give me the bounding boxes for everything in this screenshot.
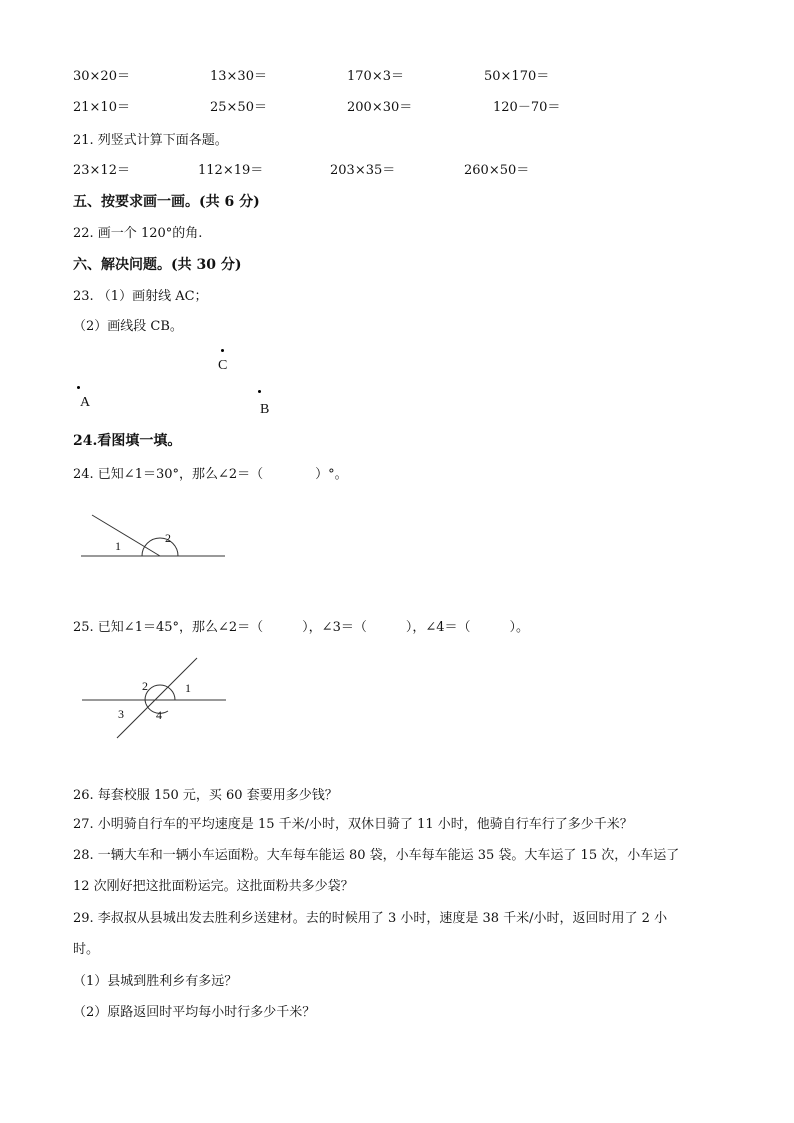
q24-angle-1-label: 1 [115, 539, 121, 553]
q21-item-4: 260×50＝ [464, 163, 530, 178]
q25-angle-1-label: 1 [185, 681, 191, 695]
point-a-label: A [80, 395, 91, 410]
section-6-heading: 六、解决问题。(共 30 分) [73, 257, 242, 273]
q27-text: 27. 小明骑自行车的平均速度是 15 千米/小时，双休日骑了 11 小时，他骑自行车行了多少千米？ [73, 817, 633, 832]
point-b-label: B [260, 402, 270, 417]
arith-2-4: 120－70＝ [493, 100, 561, 115]
arith-1-1: 30×20＝ [73, 69, 130, 84]
q21-item-3: 203×35＝ [330, 163, 396, 178]
arith-1-4: 50×170＝ [484, 69, 550, 84]
q25-angle-3-label: 3 [118, 707, 124, 721]
arith-2-2: 25×50＝ [210, 100, 267, 115]
q21-label: 21. 列竖式计算下面各题。 [73, 133, 228, 148]
arith-2-3: 200×30＝ [347, 100, 413, 115]
q25-slant-line [117, 658, 197, 738]
q21-item-1: 23×12＝ [73, 163, 130, 178]
arith-1-3: 170×3＝ [347, 69, 404, 84]
q25-angle-2-label: 2 [142, 679, 148, 693]
q25-upper-arc [145, 685, 175, 700]
q26-text: 26. 每套校服 150 元，买 60 套要用多少钱？ [73, 788, 338, 803]
q25-text: 25. 已知∠1＝45°，那么∠2＝（ ），∠3＝（ ），∠4＝（ ）。 [73, 620, 530, 635]
q29-line1: 29. 李叔叔从县城出发去胜利乡送建材。去的时候用了 3 小时，速度是 38 千米/小时，返回时用了 2 小 [73, 911, 668, 926]
arith-2-1: 21×10＝ [73, 100, 130, 115]
point-c-label: C [218, 358, 228, 373]
arith-1-2: 13×30＝ [210, 69, 267, 84]
q25-angle-4-label: 4 [156, 708, 162, 722]
q28-line2: 12 次刚好把这批面粉运完。这批面粉共多少袋？ [73, 879, 354, 894]
section-5-heading: 五、按要求画一画。(共 6 分) [73, 194, 260, 210]
q21-item-2: 112×19＝ [198, 163, 264, 178]
q23-line1: 23. （1）画射线 AC； [73, 289, 208, 304]
q29-line2: 时。 [73, 942, 100, 957]
q23-line2: （2）画线段 CB。 [73, 319, 183, 334]
q28-line1: 28. 一辆大车和一辆小车运面粉。大车每车能运 80 袋，小车每车能运 35 袋。大车运了 15 次，小车运了 [73, 848, 680, 863]
section-24-heading: 24.看图填一填。 [73, 433, 182, 449]
q22-text: 22. 画一个 120°的角. [73, 226, 203, 241]
q24-angle-2-label: 2 [165, 531, 171, 545]
q29-sub1: （1）县城到胜利乡有多远？ [73, 974, 238, 989]
q24-text: 24. 已知∠1＝30°，那么∠2＝（ ）°。 [73, 467, 348, 482]
q29-sub2: （2）原路返回时平均每小时行多少千米？ [73, 1005, 316, 1020]
